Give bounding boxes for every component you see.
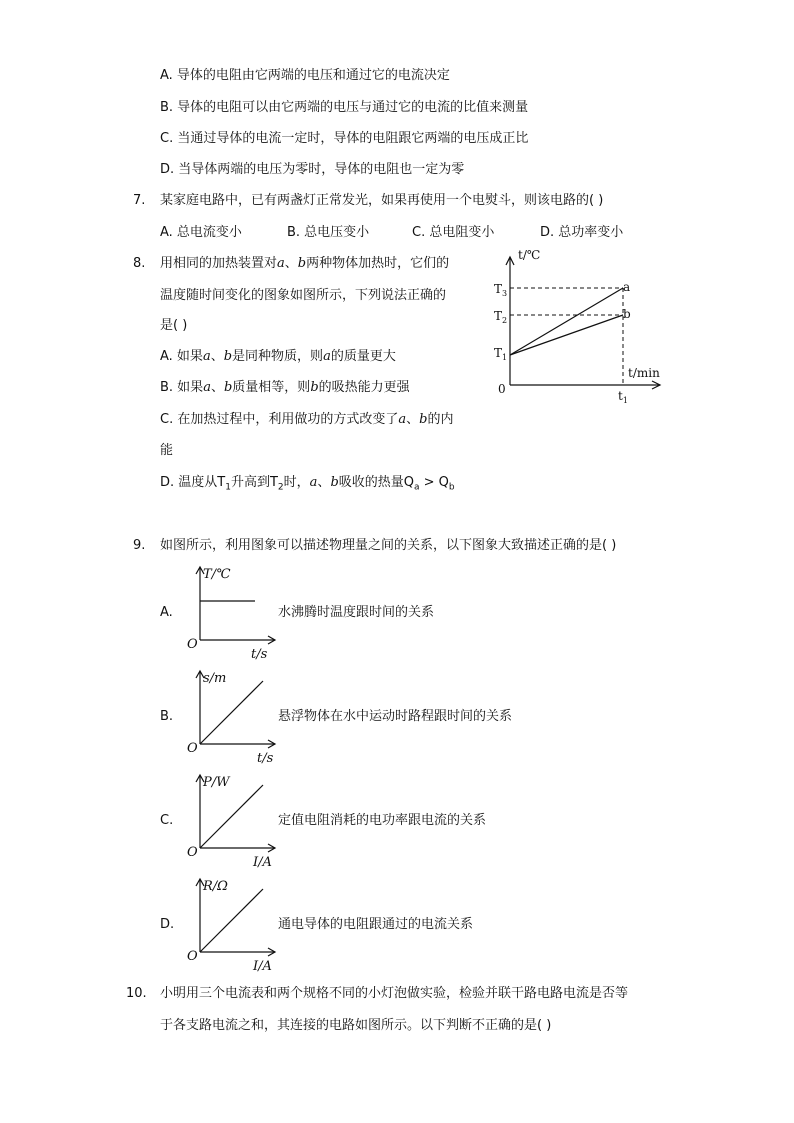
q8-temperature-graph xyxy=(480,245,680,410)
q9-option-c-graph xyxy=(185,770,280,870)
q9-b-diagonal-line xyxy=(200,681,263,744)
q9-b-y-label: s/m xyxy=(203,671,227,686)
q8-stem-line3: 是( ) xyxy=(160,318,188,333)
q9-a-y-label: T/℃ xyxy=(203,567,231,582)
q6-option-c: C. 当通过导体的电流一定时，导体的电阻跟它两端的电压成正比 xyxy=(160,131,529,146)
q8-option-d: D. 温度从$T_1$升高到$T_2$时，a、b吸收的热量$Q_a > Q_b$ xyxy=(160,475,455,493)
q9-c-diagonal-line xyxy=(200,785,263,848)
q9-option-d-desc: 通电导体的电阻跟通过的电流关系 xyxy=(278,917,474,932)
q9-option-c-letter: C. xyxy=(160,813,174,828)
q8-number: 8. xyxy=(133,256,146,271)
q9-d-y-label: R/Ω xyxy=(203,879,228,894)
q9-option-a-letter: A. xyxy=(160,605,173,620)
q7-option-b: B. 总电压变小 xyxy=(287,225,370,240)
q9-option-d-letter: D. xyxy=(160,917,175,932)
q7-number: 7. xyxy=(133,193,146,208)
q9-d-origin: O xyxy=(187,949,198,964)
q8-option-c-line2: 能 xyxy=(160,443,174,458)
q8-t2-label: $T_2$ xyxy=(494,309,508,325)
q9-a-origin: O xyxy=(187,637,198,652)
q8-option-b: B. 如果a、b质量相等，则b的吸热能力更强 xyxy=(160,380,410,395)
q10-line1: 小明用三个电流表和两个规格不同的小灯泡做实验，检验并联干路电路电流是否等 xyxy=(160,986,629,1001)
q7-stem: 某家庭电路中，已有两盏灯正常发光，如果再使用一个电熨斗，则该电路的( ) xyxy=(160,193,604,208)
q9-d-x-label: I/A xyxy=(253,959,272,974)
q9-option-b-desc: 悬浮物体在水中运动时路程跟时间的关系 xyxy=(278,709,513,724)
q9-number: 9. xyxy=(133,538,146,553)
q7-option-c: C. 总电阻变小 xyxy=(412,225,495,240)
q6-option-a: A. 导体的电阻由它两端的电压和通过它的电流决定 xyxy=(160,68,450,83)
q8-line-a-label: a xyxy=(623,280,631,294)
q9-d-diagonal-line xyxy=(200,889,263,952)
q7-option-a: A. 总电流变小 xyxy=(160,225,242,240)
q8-line-b-label: b xyxy=(623,307,631,321)
q9-option-b-graph xyxy=(185,666,280,766)
q8-time-t1-label: $t_1$ xyxy=(618,389,628,405)
q8-stem-line2: 温度随时间变化的图象如图所示，下列说法正确的 xyxy=(160,288,447,303)
q9-c-y-label: P/W xyxy=(203,775,230,790)
q9-a-x-label: t/s xyxy=(251,647,268,662)
q8-x-label: t/min xyxy=(628,366,660,380)
q9-option-d-graph xyxy=(185,874,280,974)
q8-y-label: t/℃ xyxy=(518,248,541,262)
q6-option-b: B. 导体的电阻可以由它两端的电压与通过它的电流的比值来测量 xyxy=(160,100,529,115)
q8-t3-label: $T_3$ xyxy=(494,282,508,298)
q8-option-a: A. 如果a、b是同种物质，则a的质量更大 xyxy=(160,349,396,364)
q8-option-c-line1: C. 在加热过程中，利用做功的方式改变了a、b的内 xyxy=(160,412,454,427)
q9-c-origin: O xyxy=(187,845,198,860)
q8-t1-label: $T_1$ xyxy=(494,346,508,362)
q9-stem: 如图所示，利用图象可以描述物理量之间的关系，以下图象大致描述正确的是( ) xyxy=(160,538,617,553)
q9-option-b-letter: B. xyxy=(160,709,174,724)
q10-line2: 于各支路电流之和，其连接的电路如图所示。以下判断不正确的是( ) xyxy=(160,1018,552,1033)
q10-number: 10. xyxy=(126,986,147,1001)
q9-option-c-desc: 定值电阻消耗的电功率跟电流的关系 xyxy=(278,813,487,828)
q9-b-origin: O xyxy=(187,741,198,756)
q9-option-a-graph xyxy=(185,562,280,662)
q6-option-d: D. 当导体两端的电压为零时，导体的电阻也一定为零 xyxy=(160,162,465,177)
q9-c-x-label: I/A xyxy=(253,855,272,870)
q9-option-a-desc: 水沸腾时温度跟时间的关系 xyxy=(278,605,435,620)
q9-b-x-label: t/s xyxy=(257,751,274,766)
q7-option-d: D. 总功率变小 xyxy=(540,225,624,240)
q8-stem-line1: 用相同的加热装置对a、b两种物体加热时，它们的 xyxy=(160,256,450,271)
q8-origin: 0 xyxy=(498,382,506,396)
